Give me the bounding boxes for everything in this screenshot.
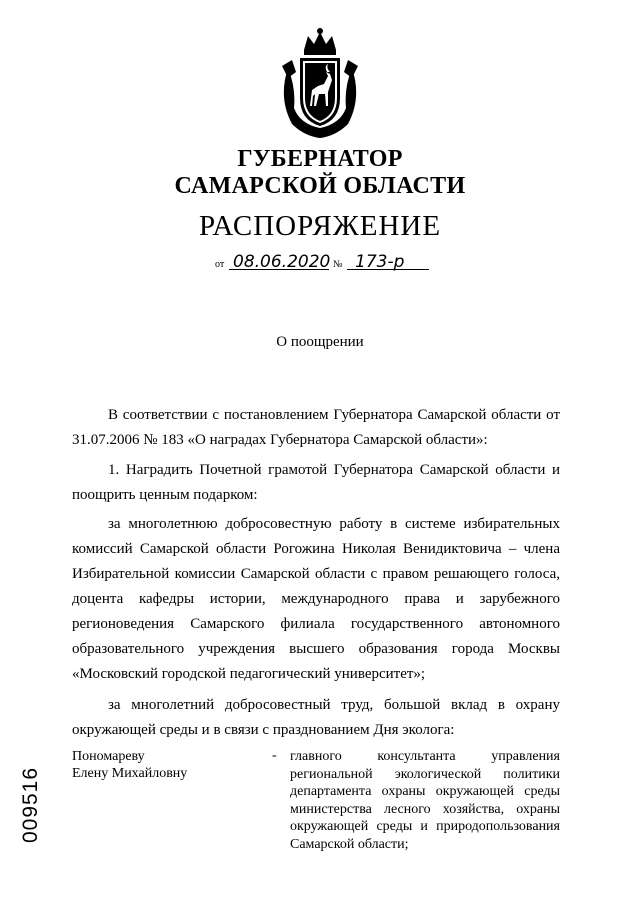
date-prefix: от	[215, 259, 225, 270]
paragraph-award-1: за многолетнюю добросовестную работу в системе избирательных комиссий Самарской области Рогожина Николая Венидиктовича – члена Избирательной комиссии Самарской области с правом решающего голоса, доцента кафедры истории, международного права и зарубежного регионоведения Самарского филиала государственного автономного образовательного учреждения высшего образования города Москвы «Московский городской педагогический университет»;	[72, 516, 560, 682]
coat-of-arms-emblem	[274, 28, 366, 140]
date-value: 08.06.2020	[233, 252, 331, 272]
paragraph-basis: В соответствии с постановлением Губернатора Самарской области от 31.07.2006 № 183 «О наградах Губернатора Самарской области»:	[72, 407, 560, 448]
paragraph-item-1: 1. Наградить Почетной грамотой Губернатора Самарской области и поощрить ценным подарком:	[72, 462, 560, 503]
recipient-dash: -	[272, 748, 277, 763]
subject-line: О поощрении	[276, 334, 364, 350]
recipient-position: главного консультанта управления региональной экологической политики департамента охраны окружающей среды министерства лесного хозяйства, охраны окружающей среды и природопользования Самарской области;	[290, 749, 560, 852]
recipient-name	[72, 748, 187, 782]
number-value: 173-р	[355, 252, 405, 272]
registration-stamp-number	[16, 760, 46, 850]
governor-title-line1: ГУБЕРНАТОР	[237, 146, 403, 172]
recipient-surname: Пономареву	[72, 749, 145, 764]
number-prefix: №	[333, 259, 343, 270]
recipient-given-name: Елену Михайловну	[72, 766, 188, 781]
paragraph-award-2: за многолетний добросовестный труд, большой вклад в охрану окружающей среды и в связи с празднованием Дня эколога:	[72, 697, 560, 738]
governor-title-line2: САМАРСКОЙ ОБЛАСТИ	[174, 173, 466, 199]
document-type-heading: РАСПОРЯЖЕНИЕ	[198, 210, 442, 242]
stamp-number-text: 009516	[19, 766, 42, 844]
date-number-line	[215, 252, 435, 276]
